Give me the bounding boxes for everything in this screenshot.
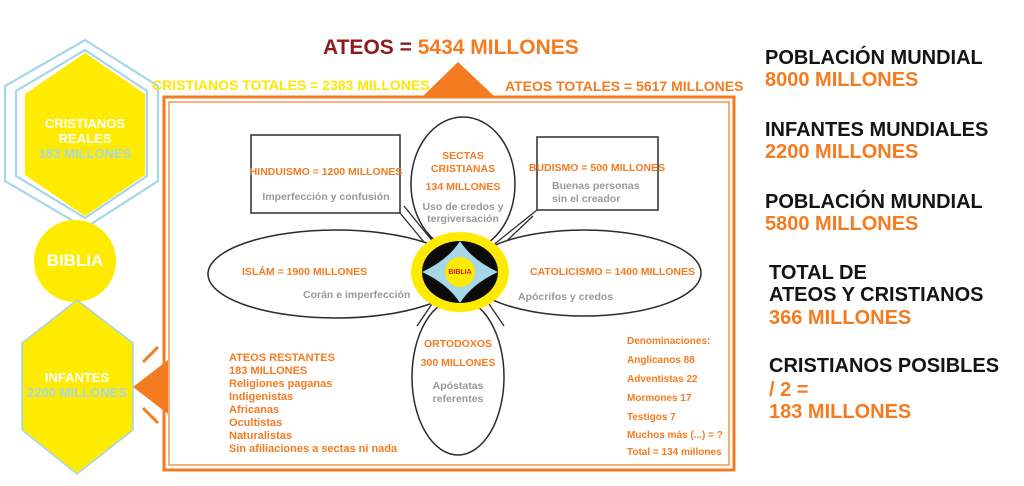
ateos-headline [323,37,579,58]
stat-value: 183 MILLONES [769,401,912,423]
budismo-note2: sin el creador [552,193,621,205]
ateos-headline-label: ATEOS = [323,36,418,59]
islam-note: Corán e imperfección [303,289,411,301]
ateos-restantes-line: 183 MILLONES [229,365,308,377]
sectas-line2: CRISTIANAS [430,163,496,175]
stat-value: 366 MILLONES [769,307,912,329]
ateos-restantes-line: ATEOS RESTANTES [229,352,335,364]
stat-value: 5800 MILLONES [765,213,919,235]
denominaciones-line: Mormones 17 [627,393,692,404]
cristianos-hex-line1: CRISTIANOS [44,116,126,131]
sectas-line1: SECTAS [442,150,484,162]
denominaciones-line: Muchos más (...) = ? [627,430,723,441]
sectas-note2: tergiversación [427,213,499,225]
catolicismo-title: CATOLICISMO = 1400 MILLONES [530,266,696,278]
infantes-hex-value: 2200 MILLONES [27,385,127,400]
ateos-restantes-line: Africanas [229,404,280,416]
top-triangle-icon [423,62,494,96]
sectas-value: 134 MILLONES [425,181,501,193]
sectas-note1: Uso de credos y [422,201,504,213]
denominaciones-line: Denominaciones: [627,336,711,347]
cristianos-totales-label: CRISTIANOS TOTALES = 2383 MILLONES [152,77,430,93]
stat-title: POBLACIÓN MUNDIAL [765,47,983,69]
ateos-headline-value: 5434 MILLONES [417,36,579,59]
ateos-restantes-line: Sin afiliaciones a sectas ni nada [229,443,398,455]
stat-value: 2200 MILLONES [765,141,919,163]
ortodoxos-ellipse [412,299,504,455]
catolicismo-note: Apócrifos y credos [518,291,614,303]
denominaciones-line: Testigos 7 [627,412,676,423]
ateos-restantes-line: Ocultistas [229,417,283,429]
stat-title: CRISTIANOS POSIBLES [769,355,1000,377]
budismo-title: BUDISMO = 500 MILLONES [528,162,666,174]
arrow-flare-bottom [143,408,158,423]
biblia-circle-label: BIBLIA [46,251,104,270]
arrow-flare-top [143,347,158,362]
stat-title: ATEOS Y CRISTIANOS [769,284,984,306]
ateos-totales-label: ATEOS TOTALES = 5617 MILLONES [505,78,744,94]
cristianos-hex-line2: REALES [58,131,112,146]
stat-value: 8000 MILLONES [765,69,919,91]
ateos-restantes-line: Indigenistas [229,391,294,403]
ortodoxos-line1: ORTODOXOS [423,338,493,350]
ortodoxos-note1: Apóstatas [432,380,484,392]
ateos-restantes-line: Religiones paganas [229,378,333,390]
hinduismo-note: Imperfección y confusión [262,191,390,203]
cristianos-hex-value: 183 MILLONES [38,146,132,161]
hinduismo-title: HINDUISMO = 1200 MILLONES [249,166,403,178]
denominaciones-line: Adventistas 22 [627,374,698,385]
infantes-hex-line1: INFANTES [44,370,110,385]
ateos-restantes-line: Naturalistas [229,430,292,442]
ortodoxos-value: 300 MILLONES [420,357,496,369]
stat-title: INFANTES MUNDIALES [765,119,989,141]
stat-title: POBLACIÓN MUNDIAL [765,191,983,213]
islam-title: ISLÁM = 1900 MILLONES [242,266,368,278]
ortodoxos-note2: referentes [432,393,484,405]
denominaciones-line: Total = 134 millones [627,447,722,458]
denominaciones-line: Anglicanos 88 [627,355,695,366]
stat-value: / 2 = [769,379,809,401]
stat-title: TOTAL DE [769,262,867,284]
budismo-note1: Buenas personas [552,180,640,192]
center-biblia-label: BIBLIA [448,269,472,276]
